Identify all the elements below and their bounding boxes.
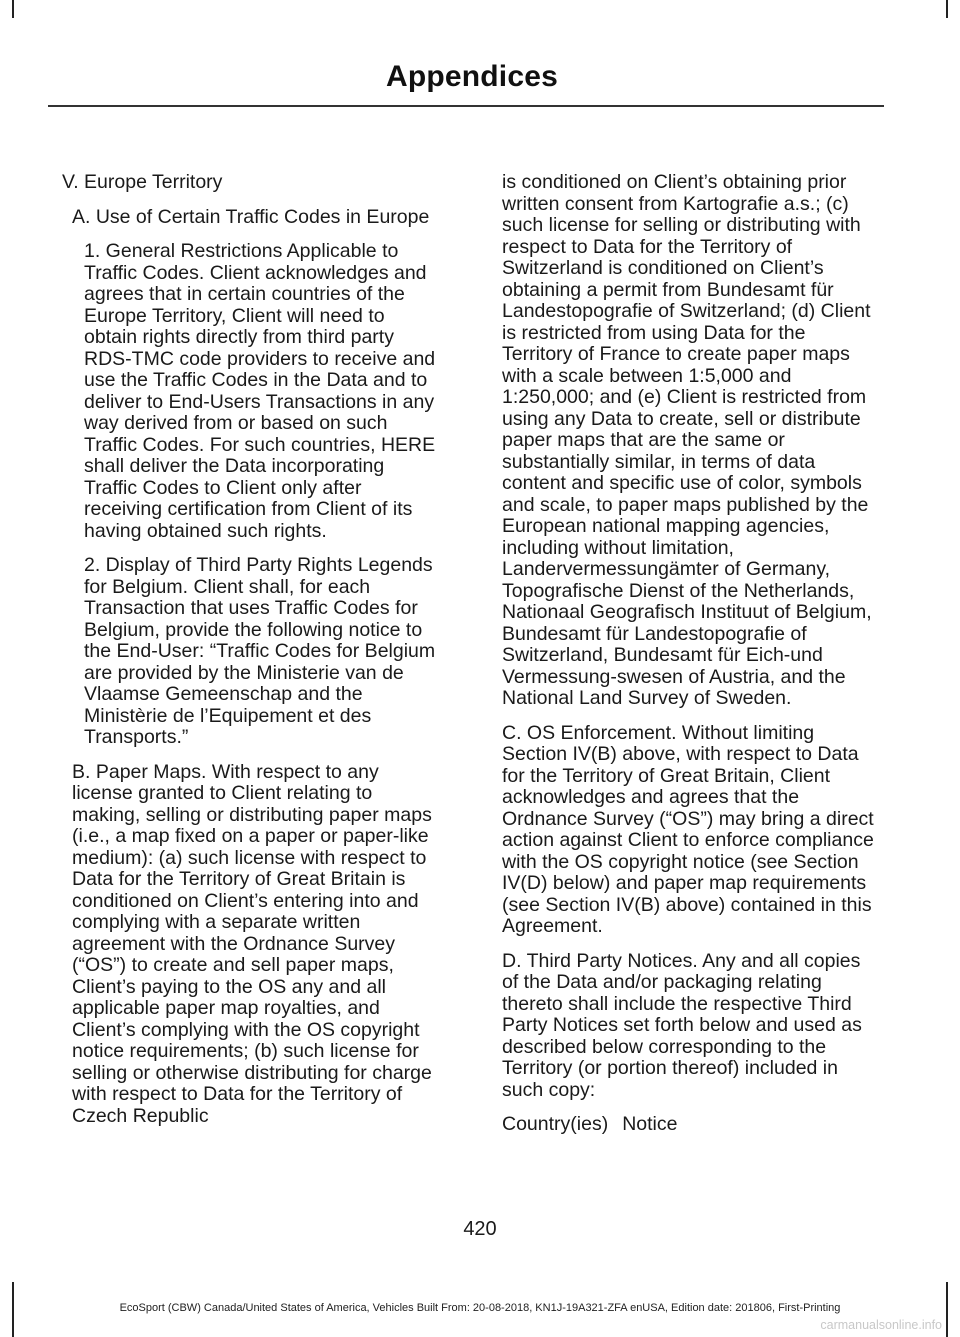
page-number: 420 bbox=[463, 1218, 497, 1240]
paragraph: C. OS Enforcement. Without limiting Section IV(B) above, with respect to Data for the Territory of Great Britain, Client acknowledges and agrees that the Ordnance Survey (“OS”) may bring a direct action against Client to enforce compliance with the OS copyright notice (see Section IV(D) below) and paper map requirements (see Section IV(B) above) contained in this Agreement. bbox=[502, 721, 874, 937]
subsection-heading: A. Use of Certain Traffic Codes in Europe bbox=[72, 205, 430, 228]
header-divider bbox=[48, 105, 884, 107]
footer-text: EcoSport (CBW) Canada/United States of America, Vehicles Built From: 20-08-2018, KN1J-19A321-ZFA enUSA, Edition date: 201806, First-Printing bbox=[119, 1302, 841, 1314]
notice-table-header bbox=[502, 1114, 874, 1136]
page-title: Appendices bbox=[385, 60, 558, 93]
crop-mark-top-left-vertical bbox=[12, 0, 14, 18]
crop-mark-top-right-vertical bbox=[946, 0, 948, 18]
paragraph: 1. General Restrictions Applicable to Traffic Codes. Client acknowledges and agrees that in certain countries of the Europe Territory, Client will need to obtain rights directly from third party RDS-TMC code providers to receive and use the Traffic Codes in the Data and to deliver to End-Users Transactions in any way derived from or based on such Traffic Codes. For such countries, HERE shall deliver the Data incorporating Traffic Codes to Client only after receiving certification from Client of its having obtained such rights. bbox=[84, 240, 436, 542]
paragraph: B. Paper Maps. With respect to any license granted to Client relating to making, selling or distributing paper maps (i.e., a map fixed on a paper or paper-like medium): (a) such license with respect to Data for the Territory of Great Britain is conditioned on Client’s entering into and complying with a separate written agreement with the Ordnance Survey (“OS”) to create and sell paper maps, Client’s paying to the OS any and all applicable paper map royalties, and Client’s complying with the OS copyright notice requirements; (b) such license for selling or otherwise distributing for charge with respect to Data for the Territory of Czech Republic bbox=[72, 760, 432, 1127]
paragraph: is conditioned on Client’s obtaining prior written consent from Kartografie a.s.; (c) such license for selling or distributing with respect to Data for the Territory of Switzerland is conditioned on Client’s obtaining a permit from Bundesamt für Landestopografie of Switzerland; (d) Client is restricted from using Data for the Territory of France to create paper maps with a scale between 1:5,000 and 1:250,000; and (e) Client is restricted from using any Data to create, sell or distribute paper maps that are the same or substantially similar, in terms of data content and specific use of color, symbols and scale, to paper maps published by the European national mapping agencies, including without limitation, Landervermessungämter of Germany, Topografische Dienst of the Netherlands, Nationaal Geografisch Instituut of Belgium, Bundesamt für Landestopografie of Switzerland, Bundesamt für Eich-und Vermessung-swesen of Austria, and the National Land Survey of Sweden. bbox=[502, 171, 872, 709]
table-header-country: Country(ies) bbox=[502, 1113, 609, 1135]
left-column bbox=[62, 172, 440, 1140]
right-column bbox=[502, 172, 874, 1136]
section-heading: V. Europe Territory bbox=[62, 171, 223, 193]
paragraph: D. Third Party Notices. Any and all copies of the Data and/or packaging relating thereto shall include the respective Third Party Notices set forth below and used as described below corresponding to the Territory (or portion thereof) included in such copy: bbox=[502, 949, 862, 1101]
paragraph: 2. Display of Third Party Rights Legends for Belgium. Client shall, for each Transaction that uses Traffic Codes for Belgium, provide the following notice to the End-User: “Traffic Codes for Belgium are provided by the Ministerie van de Vlaamse Gemeenschap and the Ministèrie de l’Equipement et des Transports.” bbox=[84, 554, 436, 748]
table-header-notice: Notice bbox=[622, 1113, 678, 1135]
watermark: carmanualsonline.info bbox=[820, 1318, 942, 1332]
